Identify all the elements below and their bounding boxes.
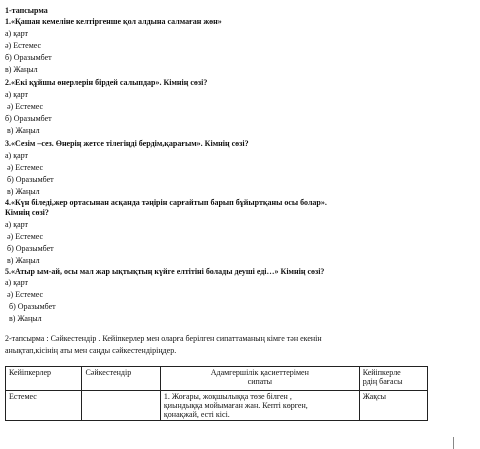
q4-option-ae: ә) Естемес bbox=[7, 232, 44, 241]
header-rating bbox=[359, 367, 427, 391]
cell-character-name: Естемес bbox=[6, 391, 82, 421]
header-match: Сәйкестендір bbox=[82, 367, 160, 391]
header-description-line2: сипаты bbox=[247, 377, 272, 386]
q5-option-a: а) қарт bbox=[5, 278, 29, 287]
header-rating-line1: Кейіпкерле bbox=[362, 368, 401, 377]
matching-table bbox=[5, 366, 428, 421]
q3-option-v: в) Жаңыл bbox=[7, 187, 40, 196]
q3-option-b: б) Оразымбет bbox=[7, 175, 54, 184]
q1-option-v: в) Жаңыл bbox=[5, 65, 38, 74]
q4-option-a: а) қарт bbox=[5, 220, 29, 229]
cell-rating: Жақсы bbox=[359, 391, 427, 421]
header-rating-line2: рдің бағасы bbox=[362, 377, 403, 386]
header-description bbox=[160, 367, 359, 391]
task2-instruction-line1: 2-тапсырма : Сәйкестендір . Кейіпкерлер мен оларға берілген сипаттаманың кімге тән екенін bbox=[5, 334, 322, 343]
cell-description bbox=[160, 391, 359, 421]
question-5: 5.«Атыр ым-ай, осы мал жар ықтықтың күйге елтітіні болады деуші еді…» Кімнің сөзі? bbox=[5, 267, 325, 276]
task1-title: 1-тапсырма bbox=[5, 6, 48, 15]
header-description-line1: Адамгершілік қасиеттерімен bbox=[210, 368, 309, 377]
q2-option-ae: ә) Естемес bbox=[7, 102, 44, 111]
header-characters: Кейіпкерлер bbox=[6, 367, 82, 391]
q1-option-a: а) қарт bbox=[5, 29, 29, 38]
q2-option-v: в) Жаңыл bbox=[7, 126, 40, 135]
question-3: 3.«Сезім –сез. Өнерің жетсе тілегіңді бердім,қарағым». Кімнің сөзі? bbox=[5, 139, 249, 148]
description-line1: 1. Жоғары, жоқшылыққа төзе білген , bbox=[163, 392, 292, 401]
table-row bbox=[6, 391, 428, 421]
task2-instruction-line2: анықтап,кісінің аты мен саңды сәйкестендіріңдер. bbox=[5, 346, 177, 355]
q3-option-ae: ә) Естемес bbox=[7, 163, 44, 172]
question-4-line2: Кімнің сөзі? bbox=[5, 208, 49, 217]
page-edge-mark bbox=[453, 437, 466, 449]
description-line2: қиындыққа мойымаған жан. Кепті көрген, bbox=[163, 401, 308, 410]
description-line3: қонақжай, есті кісі. bbox=[163, 410, 230, 419]
question-4-line1: 4.«Күн біледі,жер ортасынан асқанда тәңірін сарғайтып барып бұйыртқаны осы болар». bbox=[5, 198, 327, 207]
q1-option-b: б) Оразымбет bbox=[5, 53, 52, 62]
q5-option-v: в) Жаңыл bbox=[9, 314, 42, 323]
q4-option-b: б) Оразымбет bbox=[7, 244, 54, 253]
question-2: 2.«Екі құйшы өнерлерін бірдей салыпдар». Кімнің сөзі? bbox=[5, 78, 208, 87]
question-1: 1.«Қашан кемеліне келтіргенше қол алдына салмаған жөн» bbox=[5, 17, 222, 26]
q4-option-v: в) Жаңыл bbox=[7, 256, 40, 265]
q5-option-ae: ә) Естемес bbox=[7, 290, 44, 299]
cell-match[interactable] bbox=[82, 391, 160, 421]
q1-option-ae: ә) Естемес bbox=[5, 41, 42, 50]
q2-option-b: б) Оразымбет bbox=[5, 114, 52, 123]
q2-option-a: а) қарт bbox=[5, 90, 29, 99]
q3-option-a: а) қарт bbox=[5, 151, 29, 160]
q5-option-b: б) Оразымбет bbox=[9, 302, 56, 311]
table-header-row bbox=[6, 367, 428, 391]
